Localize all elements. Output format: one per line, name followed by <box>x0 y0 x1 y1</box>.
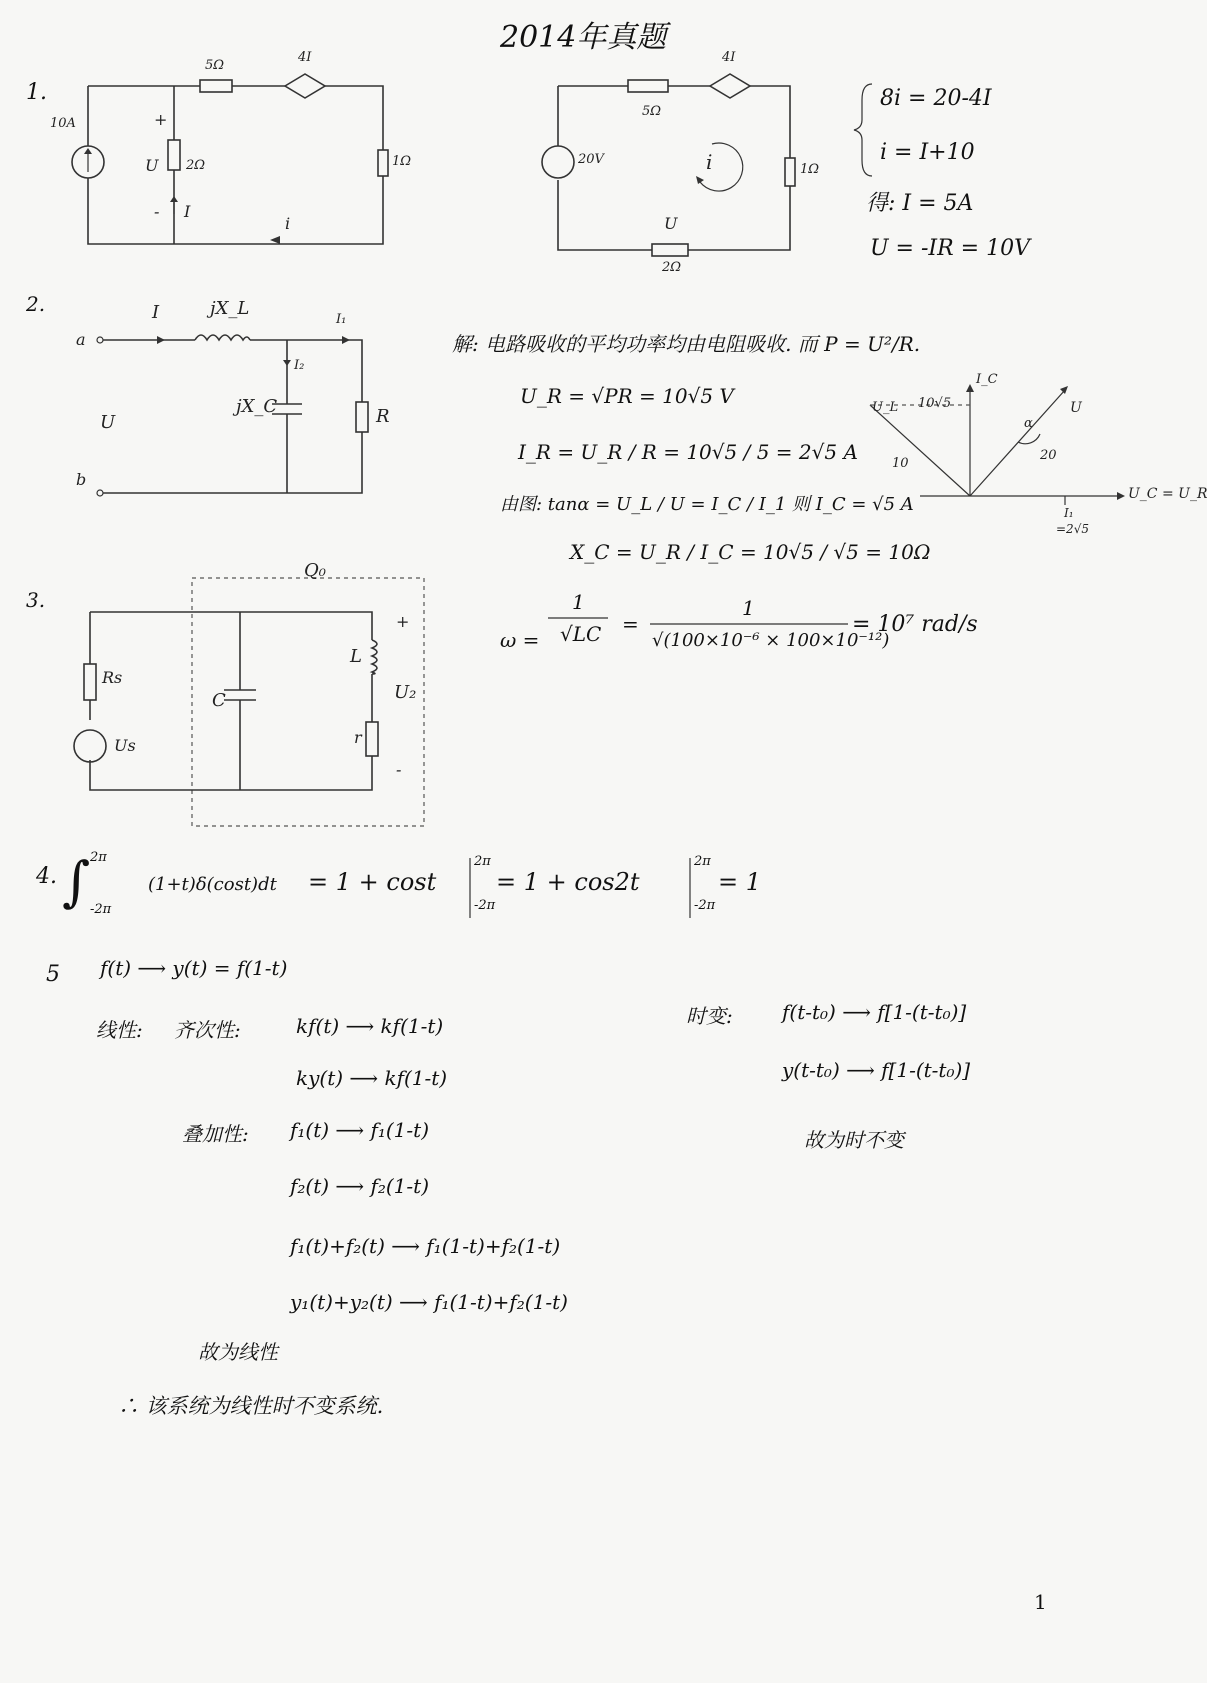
p3-eq: = <box>622 612 639 636</box>
p3-voltage-source <box>74 730 106 762</box>
problem-2-number: 2. <box>26 292 46 316</box>
p1r-src-label: 20V <box>578 152 604 167</box>
p1-i-loop-label: i <box>285 214 291 233</box>
p1r-mesh-label: i <box>706 150 713 174</box>
p1-resistor-1ohm <box>378 150 388 176</box>
p4-upper: 2π <box>90 850 107 865</box>
p3-omega-den: √LC <box>560 622 602 646</box>
p3-rhs-num: 1 <box>742 596 755 620</box>
p2-line2: U_R = √PR = 10√5 V <box>520 384 734 408</box>
p3-plus-label: + <box>396 612 410 631</box>
p1-r1-label: 1Ω <box>392 154 412 169</box>
p2-resistor-R <box>356 402 368 432</box>
p2-node-a: a <box>76 330 86 349</box>
p2-i1-label: I₁ <box>336 312 347 327</box>
p2-phasor-diagram <box>870 384 1125 505</box>
p4-step2-lower: -2π <box>694 898 716 913</box>
p5-homog: 齐次性: <box>174 1018 241 1042</box>
p3-omega: ω = <box>500 628 540 652</box>
p4-step2: = 1 + cos2t <box>496 868 640 896</box>
p4-step1: = 1 + cost <box>308 868 437 896</box>
p4-step1-upper: 2π <box>474 854 491 869</box>
p5-tv-label: 时变: <box>686 1004 733 1028</box>
p2-line1: 解: 电路吸收的平均功率均由电阻吸收. 而 P = U²/R. <box>452 332 921 356</box>
p1-plus-label: + <box>154 110 168 129</box>
p2-u-label: U <box>100 412 116 433</box>
p3-q0-boundary <box>192 578 424 826</box>
p1-dependent-source <box>285 74 325 98</box>
p2-inductor-label: jX_L <box>210 298 250 319</box>
p1r-resistor-5ohm <box>628 80 668 92</box>
p5-additive: 叠加性: <box>182 1122 249 1146</box>
p1r-r2-label: 2Ω <box>662 260 682 275</box>
p1-dep-label: 4I <box>298 50 312 65</box>
p1-r5-label: 5Ω <box>205 58 225 73</box>
phasor-ul: U_L <box>872 400 899 415</box>
p1-eq1: 8i = 20-4I <box>880 86 992 111</box>
p1r-u-label: U <box>664 214 678 233</box>
p3-us-label: Us <box>114 736 136 755</box>
p3-u2-label: U₂ <box>394 682 417 703</box>
p1-eq2: i = I+10 <box>880 140 975 165</box>
p1-minus-label: - <box>154 202 160 221</box>
p1r-r5-label: 5Ω <box>642 104 662 119</box>
p2-circuit <box>97 335 368 496</box>
p5-a2: f₂(t) ⟶ f₂(1-t) <box>290 1174 429 1198</box>
p1r-r1-label: 1Ω <box>800 162 820 177</box>
p3-q0-label: Q₀ <box>304 560 326 581</box>
phasor-105: 10√5 <box>918 396 952 411</box>
p1r-resistor-2ohm <box>652 244 688 256</box>
p3-omega-num: 1 <box>572 590 585 614</box>
phasor-ic: I_C <box>976 372 998 387</box>
p1-left-circuit <box>72 74 388 244</box>
p2-i2-label: I₂ <box>294 358 305 373</box>
p3-result: = 10⁷ rad/s <box>852 612 978 637</box>
problem-3-number: 3. <box>26 588 46 612</box>
phasor-i1: I₁ <box>1064 506 1074 520</box>
p5-h1: kf(t) ⟶ kf(1-t) <box>296 1014 444 1038</box>
p1-source-label: 10A <box>50 116 76 131</box>
p1-i-branch-label: I <box>184 202 191 221</box>
p1-r2-label: 2Ω <box>186 158 206 173</box>
p3-resistor-r <box>366 722 378 756</box>
p3-rhs-den: √(100×10⁻⁶ × 100×10⁻¹²) <box>652 630 890 651</box>
p5-tv-conclusion: 故为时不变 <box>804 1128 904 1152</box>
p3-circuit <box>74 578 424 826</box>
p2-node-b: b <box>76 470 87 489</box>
phasor-u: U <box>1070 400 1082 416</box>
p3-l-label: L <box>350 646 362 667</box>
page-title: 2014年真题 <box>500 20 667 55</box>
phasor-20: 20 <box>1040 448 1057 463</box>
p3-resistor-rs <box>84 664 96 700</box>
p5-a3: f₁(t)+f₂(t) ⟶ f₁(1-t)+f₂(1-t) <box>290 1234 561 1258</box>
p2-cap-label: jX_C <box>236 396 278 417</box>
phasor-alpha: α <box>1024 416 1033 431</box>
p1-eq4: U = -IR = 10V <box>870 236 1030 261</box>
p1r-resistor-1ohm <box>785 158 795 186</box>
p1-resistor-5ohm <box>200 80 232 92</box>
p5-a1: f₁(t) ⟶ f₁(1-t) <box>290 1118 429 1142</box>
p5-final: ∴ 该系统为线性时不变系统. <box>118 1394 384 1418</box>
phasor-axis: U_C = U_R <box>1128 486 1207 502</box>
problem-5-number: 5 <box>46 962 60 987</box>
p3-r-label: r <box>354 728 362 747</box>
p4-integrand: (1+t)δ(cost)dt <box>148 874 277 895</box>
p1-eq3: 得: I = 5A <box>866 191 974 216</box>
p5-tv2: y(t-t₀) ⟶ f[1-(t-t₀)] <box>782 1058 971 1082</box>
p5-conclusion-linear: 故为线性 <box>198 1340 278 1364</box>
p5-linear: 线性: <box>96 1018 143 1042</box>
p5-h2: ky(t) ⟶ kf(1-t) <box>296 1066 448 1090</box>
p5-def: f(t) ⟶ y(t) = f(1-t) <box>100 956 288 980</box>
p3-minus-label: - <box>396 760 402 779</box>
p4-step1-lower: -2π <box>474 898 496 913</box>
p2-line3: I_R = U_R / R = 10√5 / 5 = 2√5 A <box>518 440 858 464</box>
p1-u-label: U <box>145 156 159 175</box>
p4-final: = 1 <box>718 868 762 896</box>
svg-text:∫: ∫ <box>62 850 91 913</box>
p1r-dependent-source <box>710 74 750 98</box>
p2-line5: X_C = U_R / I_C = 10√5 / √5 = 10Ω <box>570 540 931 564</box>
p1-resistor-2ohm <box>168 140 180 170</box>
p1r-dep-label: 4I <box>722 50 736 65</box>
p5-a4: y₁(t)+y₂(t) ⟶ f₁(1-t)+f₂(1-t) <box>290 1290 568 1314</box>
phasor-10: 10 <box>892 456 909 471</box>
page-number: 1 <box>1034 1590 1047 1614</box>
p4-step2-upper: 2π <box>694 854 711 869</box>
p2-r-label: R <box>376 406 390 427</box>
p2-line4: 由图: tanα = U_L / U = I_C / I_1 则 I_C = √5 A <box>500 494 914 515</box>
p3-rs-label: Rs <box>102 668 123 687</box>
phasor-2r5: =2√5 <box>1056 522 1089 536</box>
p2-current-label: I <box>152 302 160 323</box>
p1r-voltage-source <box>542 146 574 178</box>
p4-lower: -2π <box>90 902 112 917</box>
p5-tv1: f(t-t₀) ⟶ f[1-(t-t₀)] <box>782 1000 967 1024</box>
p3-c-label: C <box>212 690 226 711</box>
problem-1-number: 1. <box>26 80 47 105</box>
problem-4-number: 4. <box>36 864 57 889</box>
